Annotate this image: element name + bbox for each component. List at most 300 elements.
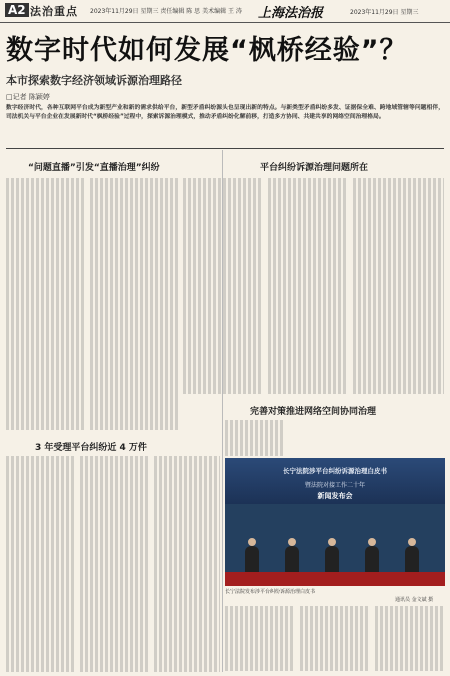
text-line [90,286,178,293]
text-line [6,351,84,358]
text-line [6,307,84,314]
body-column-2 [90,178,178,433]
text-line [183,343,263,350]
text-line [300,664,370,671]
text-line [183,329,263,336]
text-line [183,365,263,372]
text-line [90,300,178,307]
text-line [353,221,444,228]
text-line [6,185,84,192]
text-line [268,271,348,278]
text-line [80,585,150,592]
text-line [154,564,220,571]
text-line [268,257,348,264]
text-line [353,300,444,307]
text-line [80,657,150,664]
text-line [353,178,444,185]
text-line [268,243,348,250]
text-line [90,250,178,257]
text-line [268,351,348,358]
text-line [268,307,348,314]
text-line [268,250,348,257]
text-line [6,664,76,671]
text-line [6,456,76,463]
photo-banner [225,458,445,504]
header-divider [6,148,444,149]
text-line [6,365,84,372]
text-line [6,470,76,477]
text-line [353,200,444,207]
text-line [183,351,263,358]
text-line [80,463,150,470]
text-line [6,178,84,185]
section-heading-caseload: 3 年受理平台纠纷近 4 万件 [35,443,147,453]
text-line [6,243,84,250]
text-line [80,506,150,513]
text-line [353,372,444,379]
body-column-9 [225,420,283,456]
text-line [375,628,444,635]
text-line [6,621,76,628]
text-line [90,394,178,401]
article-lead: 数字经济时代，各种互联网平台成为新型产业和新的需求供给平台，新型矛盾纠纷源头也呈现出新的特点。与新类型矛盾纠纷多发、证据保全难、跨地域管辖等问题相伴，司法机关与平台企业在发展新时代“枫桥经验”过程中，探索诉源治理模式，推动矛盾纠纷化解前移，打造多方协同、共建共享的网络空间治理格局。 [6,105,444,120]
text-line [353,336,444,343]
text-line [90,214,178,221]
text-line [183,200,263,207]
text-line [80,528,150,535]
photo-credit: 通讯员 金文斌 摄 [395,597,434,603]
text-line [90,279,178,286]
text-line [183,379,263,386]
text-line [6,236,84,243]
text-line [80,621,150,628]
section-heading-live: “问题直播”引发“直播治理”纠纷 [28,163,160,173]
text-line [268,315,348,322]
text-line [268,279,348,286]
text-line [6,571,76,578]
text-line [183,300,263,307]
text-line [154,614,220,621]
text-line [90,329,178,336]
text-line [6,542,76,549]
text-line [90,207,178,214]
text-line [80,557,150,564]
text-line [353,322,444,329]
text-line [154,456,220,463]
body-column-4 [268,178,348,400]
text-line [183,228,263,235]
text-line [80,470,150,477]
text-line [90,358,178,365]
text-line [90,379,178,386]
text-line [6,514,76,521]
text-line [225,427,283,434]
text-line [90,307,178,314]
text-line [154,470,220,477]
text-line [183,257,263,264]
text-line [154,535,220,542]
text-line [353,228,444,235]
text-line [6,499,76,506]
text-line [90,192,178,199]
text-line [80,535,150,542]
text-line [6,657,76,664]
text-line [183,336,263,343]
text-line [183,185,263,192]
text-line [268,322,348,329]
text-line [80,607,150,614]
text-line [183,221,263,228]
text-line [90,236,178,243]
text-line [183,372,263,379]
text-line [154,549,220,556]
text-line [154,485,220,492]
text-line [6,643,76,650]
text-line [80,478,150,485]
text-line [80,456,150,463]
text-line [183,307,263,314]
text-line [268,336,348,343]
text-line [6,221,84,228]
stage-table [225,572,445,586]
text-line [225,434,283,441]
text-line [225,664,295,671]
text-line [6,394,84,401]
text-line [375,620,444,627]
text-line [80,593,150,600]
text-line [154,571,220,578]
text-line [6,650,76,657]
text-line [90,343,178,350]
text-line [268,293,348,300]
text-line [353,264,444,271]
text-line [353,271,444,278]
text-line [6,485,76,492]
text-line [300,613,370,620]
text-line [6,200,84,207]
text-line [353,250,444,257]
text-line [80,664,150,671]
text-line [225,620,295,627]
page-number: A2 [5,3,29,17]
text-line [183,250,263,257]
body-column-11 [300,606,370,672]
text-line [6,600,76,607]
text-line [225,613,295,620]
text-line [80,549,150,556]
text-line [268,379,348,386]
text-line [183,315,263,322]
text-line [154,578,220,585]
press-conference-photo [225,458,445,586]
text-line [183,192,263,199]
body-column-10 [225,606,295,672]
text-line [80,542,150,549]
banner-line-2: 暨法院对接工作二十年 [304,482,365,489]
text-line [6,322,84,329]
text-line [183,358,263,365]
text-line [225,642,295,649]
text-line [90,200,178,207]
text-line [154,557,220,564]
text-line [154,514,220,521]
section-title: 法治重点 [30,5,78,18]
text-line [268,185,348,192]
photo-stage [225,504,445,586]
text-line [6,408,84,415]
text-line [353,286,444,293]
text-line [90,178,178,185]
text-line [353,329,444,336]
text-line [154,664,220,671]
text-line [80,578,150,585]
text-line [6,372,84,379]
text-line [268,286,348,293]
text-line [154,478,220,485]
text-line [353,351,444,358]
text-line [268,207,348,214]
text-line [225,635,295,642]
text-line [268,221,348,228]
text-line [353,257,444,264]
text-line [154,499,220,506]
text-line [80,629,150,636]
text-line [300,635,370,642]
text-line [90,264,178,271]
text-line [80,571,150,578]
text-line [154,463,220,470]
body-column-7 [80,456,150,672]
text-line [154,600,220,607]
text-line [183,243,263,250]
text-line [375,664,444,671]
text-line [6,192,84,199]
text-line [6,401,84,408]
text-line [90,271,178,278]
text-line [225,656,295,663]
text-line [375,642,444,649]
text-line [375,649,444,656]
text-line [6,607,76,614]
article-byline: □记者 陈颖婷 [6,93,50,101]
text-line [353,214,444,221]
text-line [300,606,370,613]
text-line [6,521,76,528]
text-line [6,585,76,592]
text-line [353,365,444,372]
text-line [300,628,370,635]
banner-line-1: 长宁法院涉平台纠纷诉源治理白皮书 [283,467,387,475]
text-line [90,257,178,264]
text-line [183,207,263,214]
body-column-3 [183,178,263,400]
text-line [183,236,263,243]
text-line [6,535,76,542]
text-line [6,593,76,600]
text-line [6,329,84,336]
text-line [6,315,84,322]
text-line [268,236,348,243]
text-line [183,293,263,300]
text-line [225,628,295,635]
text-line [353,207,444,214]
text-line [6,629,76,636]
text-line [154,657,220,664]
body-column-8 [154,456,220,672]
column-divider [222,150,223,672]
text-line [268,200,348,207]
article-subhead: 本市探索数字经济领域诉源治理路径 [6,74,182,87]
text-line [154,593,220,600]
text-line [90,185,178,192]
text-line [154,506,220,513]
text-line [6,207,84,214]
text-line [90,322,178,329]
issue-date: 2023年11月29日 星期三 [350,9,419,16]
text-line [6,300,84,307]
text-line [6,422,84,429]
photo-caption: 长宁法院发布涉平台纠纷诉源治理白皮书 [225,589,316,595]
text-line [80,643,150,650]
text-line [6,386,84,393]
text-line [183,214,263,221]
text-line [225,606,295,613]
text-line [268,300,348,307]
text-line [6,492,76,499]
text-line [154,629,220,636]
text-line [353,358,444,365]
banner-line-3: 新闻发布会 [317,492,353,500]
text-line [6,343,84,350]
text-line [80,514,150,521]
text-line [225,649,295,656]
body-column-5 [353,178,444,400]
text-line [6,336,84,343]
text-line [225,449,283,456]
text-line [268,329,348,336]
text-line [183,271,263,278]
text-line [90,408,178,415]
text-line [6,286,84,293]
text-line [268,365,348,372]
text-line [300,649,370,656]
text-line [268,214,348,221]
text-line [154,643,220,650]
text-line [6,557,76,564]
text-line [375,656,444,663]
body-column-6 [6,456,76,672]
text-line [154,521,220,528]
text-line [90,221,178,228]
text-line [353,279,444,286]
text-line [6,564,76,571]
text-line [268,372,348,379]
text-line [6,293,84,300]
text-line [183,178,263,185]
text-line [154,621,220,628]
text-line [154,636,220,643]
text-line [268,358,348,365]
text-line [154,528,220,535]
masthead [0,0,450,23]
newspaper-name: 上海法治报 [258,6,324,21]
text-line [375,613,444,620]
text-line [6,528,76,535]
text-line [300,656,370,663]
text-line [6,250,84,257]
text-line [90,293,178,300]
text-line [90,415,178,422]
body-column-1 [6,178,84,433]
text-line [90,243,178,250]
text-line [6,578,76,585]
text-line [353,379,444,386]
text-line [6,614,76,621]
text-line [80,650,150,657]
text-line [154,542,220,549]
text-line [6,549,76,556]
text-line [375,606,444,613]
text-line [353,192,444,199]
text-line [90,228,178,235]
text-line [353,185,444,192]
text-line [353,386,444,393]
text-line [183,386,263,393]
text-line [183,286,263,293]
text-line [268,192,348,199]
text-line [154,650,220,657]
text-line [268,178,348,185]
text-line [225,442,283,449]
text-line [6,415,84,422]
text-line [154,607,220,614]
text-line [6,214,84,221]
text-line [268,343,348,350]
text-line [6,506,76,513]
text-line [80,564,150,571]
text-line [6,463,76,470]
text-line [80,600,150,607]
text-line [268,386,348,393]
text-line [353,343,444,350]
text-line [375,635,444,642]
text-line [353,293,444,300]
text-line [6,228,84,235]
text-line [80,636,150,643]
section-heading-problems: 平台纠纷诉源治理问题所在 [260,163,369,173]
text-line [90,351,178,358]
text-line [183,279,263,286]
text-line [6,271,84,278]
text-line [154,492,220,499]
text-line [90,372,178,379]
text-line [268,264,348,271]
text-line [268,228,348,235]
text-line [90,386,178,393]
section-heading-measures: 完善对策推进网络空间协同治理 [250,407,377,417]
text-line [6,636,76,643]
text-line [80,521,150,528]
text-line [6,358,84,365]
text-line [183,264,263,271]
text-line [353,243,444,250]
text-line [80,492,150,499]
text-line [353,236,444,243]
text-line [300,642,370,649]
text-line [6,279,84,286]
text-line [225,420,283,427]
text-line [90,315,178,322]
